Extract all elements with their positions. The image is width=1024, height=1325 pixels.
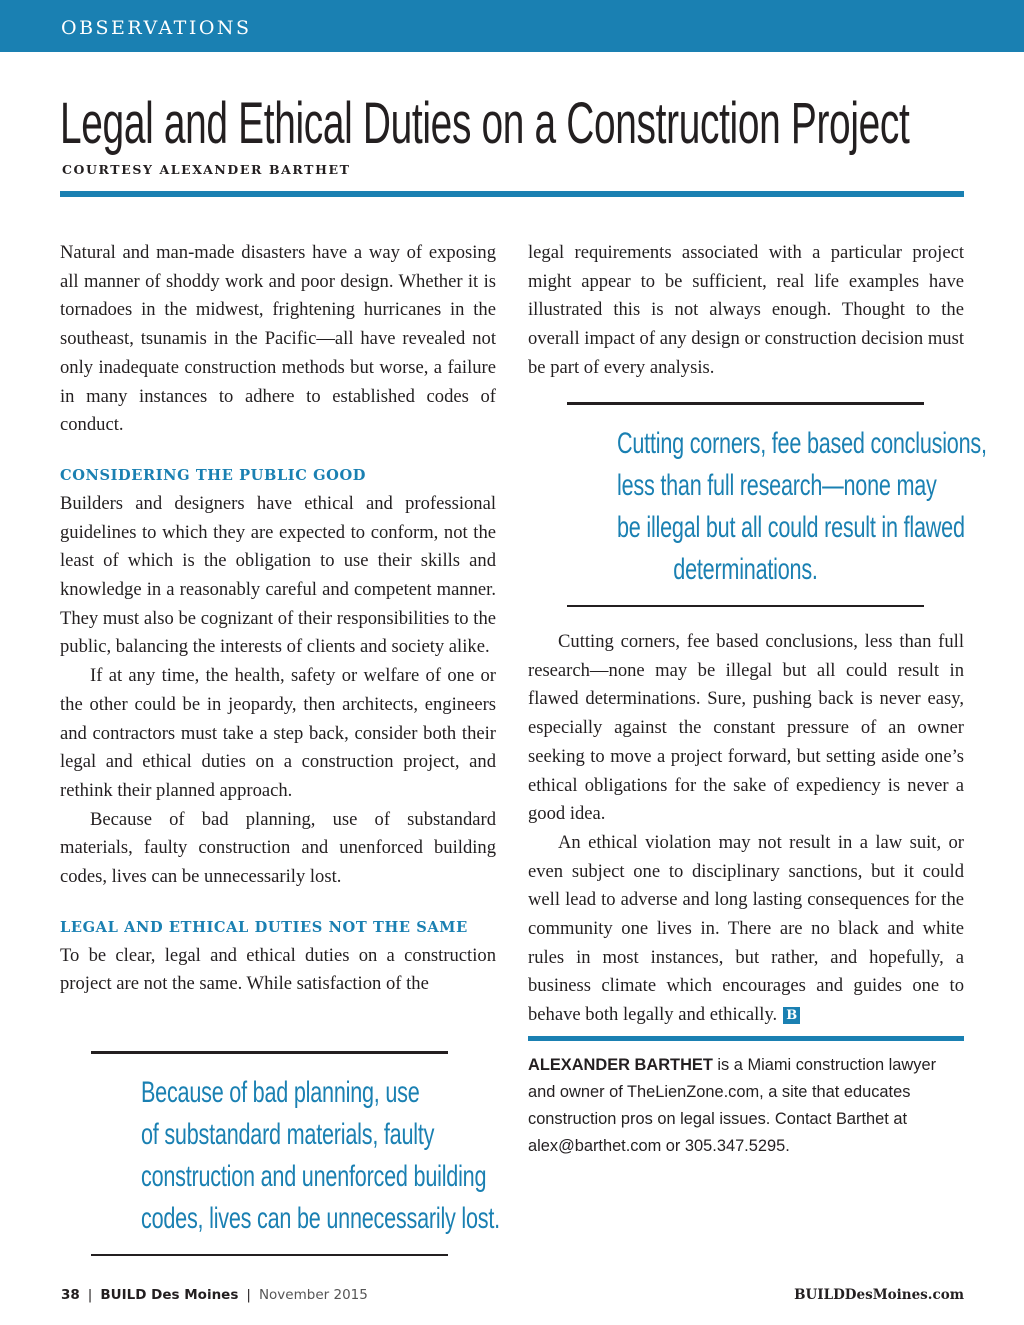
pull-quote-left	[91, 1051, 500, 1256]
body-paragraph: Cutting corners, fee based conclusions, less than full research—none may be illegal but all could result in flawed determinations. Sure, pushing back is never easy, especially against the constant pressure of an owner seeking to move a project forward, but setting aside one’s ethical obligations for the sake of expediency is never a good idea.	[528, 631, 964, 825]
pull-quote-line: Because of bad planning, use	[140, 1076, 420, 1109]
author-name: ALEXANDER BARTHET	[528, 1056, 713, 1074]
pull-quote-line: of substandard materials, faulty	[140, 1118, 435, 1151]
pull-quote-line: construction and unenforced building	[140, 1160, 487, 1193]
author-bio	[528, 1052, 964, 1160]
left-column	[60, 239, 496, 999]
end-mark-icon: B	[783, 1007, 800, 1024]
body-paragraph: legal requirements associated with a particular project might appear to be sufficient, real life examples have illustrated this is not always enough. Thought to the overall impact of any design or construction decision must be part of every analysis.	[528, 242, 964, 378]
pull-quote-right	[567, 402, 987, 607]
body-paragraph: Builders and designers have ethical and professional guidelines to which they are expected to conform, not the least of which is the obligation to use their skills and knowledge in a reasonably careful and competent manner. They must also be cognizant of their responsibilities to the public, balancing the interests of clients and society alike.	[60, 492, 496, 658]
pull-quote-line: Cutting corners, fee based conclusions,	[616, 427, 987, 460]
page-footer	[61, 1287, 368, 1303]
pull-quote-line: determinations.	[673, 553, 818, 586]
author-bio-text: is a Miami construction lawyer and owner of TheLienZone.com, a site that educates construction pros on legal issues. Contact Barthet at alex@barthet.com or 305.347.5295.	[528, 1056, 937, 1155]
intro-paragraph: Natural and man-made disasters have a way of exposing all manner of shoddy work and poor design. Whether it is tornadoes in the midwest, frightening hurricanes in the southeast, tsunamis in the Pacific—all have revealed not only inadequate construction methods but worse, a failure in many instances to adhere to established codes of conduct.	[60, 242, 496, 436]
body-paragraph: Because of bad planning, use of substandard materials, faulty construction and unenforced building codes, lives can be unnecessarily lost.	[60, 808, 496, 888]
issue-date: November 2015	[258, 1287, 368, 1303]
article-byline: COURTESY ALEXANDER BARTHET	[62, 162, 351, 177]
right-column-top	[528, 239, 964, 383]
footer-divider: |	[246, 1287, 251, 1303]
title-divider	[60, 191, 964, 197]
article-title: Legal and Ethical Duties on a Construction Project	[60, 91, 910, 156]
section-heading-public-good: CONSIDERING THE PUBLIC GOOD	[60, 466, 367, 484]
bio-divider	[528, 1036, 964, 1041]
pull-quote-rule	[567, 605, 924, 607]
page-number: 38	[61, 1287, 80, 1303]
section-label: OBSERVATIONS	[61, 17, 252, 39]
body-paragraph	[528, 829, 964, 1030]
body-paragraph: If at any time, the health, safety or welfare of one or the other could be in jeopardy, then architects, engineers and contractors must take a step back, consider both their legal and ethical duties on a construction project, and rethink their planned approach.	[60, 665, 496, 801]
footer-divider: |	[87, 1287, 93, 1303]
pull-quote-rule	[91, 1254, 448, 1256]
body-paragraph: To be clear, legal and ethical duties on a construction project are not the same. While satisfaction of the	[60, 944, 496, 995]
pull-quote-line: be illegal but all could result in flawed	[616, 511, 965, 544]
pull-quote-line: less than full research—none may	[616, 469, 937, 502]
section-header-bar	[0, 0, 1024, 52]
publication-name: BUILD Des Moines	[100, 1287, 239, 1303]
right-column-bottom	[528, 628, 964, 1030]
section-heading-duties: LEGAL AND ETHICAL DUTIES NOT THE SAME	[60, 918, 468, 936]
pull-quote-line: codes, lives can be unnecessarily lost.	[140, 1202, 500, 1235]
website-link[interactable]: BUILDDesMoines.com	[794, 1287, 964, 1303]
body-text: An ethical violation may not result in a law suit, or even subject one to disciplinary sanctions, but it could well lead to adverse and long lasting consequences for the community one lives in. There are no black and white rules in most instances, but rather, and hopefully, a business climate which encourages and guides one to behave both legally and ethically.	[528, 831, 964, 1026]
